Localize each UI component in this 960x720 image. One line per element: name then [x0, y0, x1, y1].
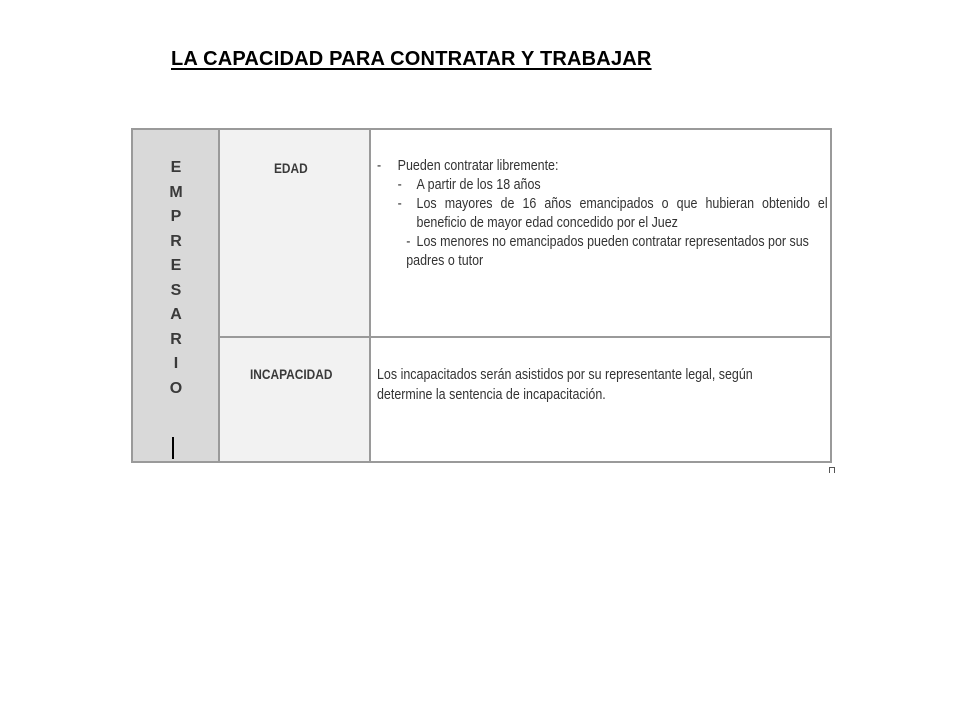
corner-mark	[829, 467, 835, 473]
empresario-column	[133, 130, 220, 461]
bullet-dash: -	[397, 177, 402, 193]
edad-item-1: A partir de los 18 años	[416, 177, 541, 193]
category-incapacidad: INCAPACIDAD	[250, 366, 333, 382]
edad-item-2: Los mayores de 16 años emancipados o que hubieran obtenido el beneficio de mayor edad concedido por el Juez	[416, 196, 828, 231]
vertical-letter: S	[170, 281, 182, 299]
list-item	[377, 233, 809, 252]
vertical-letter: I	[173, 355, 179, 372]
bullet-dash: -	[406, 234, 411, 250]
page-title: LA CAPACIDAD PARA CONTRATAR Y TRABAJAR	[171, 48, 652, 70]
vertical-letter: E	[170, 159, 182, 176]
list-item-continuation	[377, 252, 766, 271]
vertical-letter: R	[170, 232, 182, 250]
edad-item-3-cont: padres o tutor	[406, 253, 484, 269]
vertical-letter: P	[170, 208, 182, 225]
edad-description	[377, 157, 829, 271]
vertical-letter: R	[170, 330, 182, 348]
bullet-dash: -	[377, 158, 382, 174]
incapacidad-description: Los incapacitados serán asistidos por su representante legal, según determine la sentencia de incapacitación.	[377, 367, 753, 403]
bullet-dash: -	[397, 196, 402, 212]
category-edad: EDAD	[274, 160, 308, 176]
list-item	[377, 157, 766, 176]
vertical-letter: M	[169, 183, 183, 201]
list-item	[377, 195, 828, 233]
vertical-letter: O	[169, 379, 183, 397]
vertical-letter: E	[170, 257, 182, 274]
vertical-letter: A	[170, 306, 182, 323]
description-column	[371, 130, 830, 461]
edad-intro: Pueden contratar libremente:	[397, 158, 559, 174]
category-column	[220, 130, 371, 461]
list-item	[377, 176, 766, 195]
empresario-vertical-label	[169, 156, 183, 401]
edad-item-3: Los menores no emancipados pueden contratar representados por sus	[416, 234, 809, 250]
text-cursor	[172, 437, 174, 459]
row-divider	[220, 336, 830, 338]
capacity-table	[131, 128, 832, 463]
